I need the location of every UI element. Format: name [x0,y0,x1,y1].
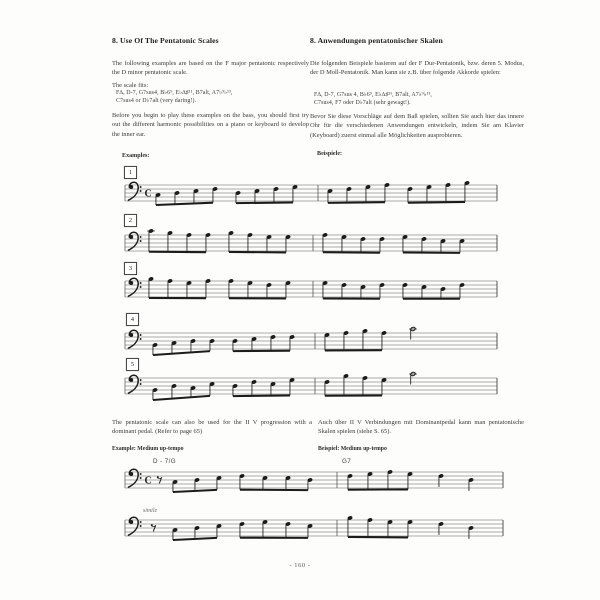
beam [156,203,213,205]
right-paragraph-1: Die folgenden Beispiele basieren auf der F Dur-Pentatonik, bzw. deren 5. Modus, der D Moll-Pentatonik. Man kann sie z.B. über folgende Akkorde spielen: [310,60,524,77]
beam [236,202,293,203]
right-chord-line-2: C7sus4, F7 oder D♭7alt (sehr gewagt!). [314,100,411,106]
left-paragraph-2: Before you begin to play these examples on the bass, you should first try out the different harmonic possibilities on a piano or keyboard to develop the inner ear. [112,112,309,138]
right-paragraph-2: Bevor Sie diese Vorschläge auf dem Baß spielen, sollten Sie auch hier das innere Ohr für die verschiedenen Anwendungen entwickeln, indem Sie am Klavier (Keyboard) zuerst einmal alle Möglichkeiten ausprobieren. [310,113,524,139]
staff-svg-2 [123,217,509,263]
right-lower-paragraph: Auch über II V Verbindungen mit Dominantpedal kann man pentatonische Skalen spielen (siehe S. 65). [318,419,524,436]
example-number-box-2: 2 [124,214,137,227]
right-chord-line-1: F∆, D-7, G7sus 4, B♭6⁹, E♭∆♯¹¹, B7alt, A7♭⁹♭¹³, [314,92,432,98]
page-number: - 160 - [289,562,311,569]
right-title: 8. Anwendungen pentatonischer Skalen [310,36,443,45]
beam [233,395,290,396]
simile-marking: simile [143,508,158,514]
left-lower-paragraph: The pentatonic scale can also be used for the II V progression with a dominant pedal. (Refer to page 65) [112,419,312,436]
staff-svg-7 [123,502,515,548]
left-paragraph-1: The following examples are based on the F major pentatonic respectively the D minor pentatonic scale. [112,60,309,77]
music-system-6 [123,454,515,500]
time-signature: C [144,188,152,200]
music-system-4 [123,315,515,361]
chord-symbol: G7 [342,458,352,465]
beam [328,202,385,203]
music-system-5 [123,360,515,406]
beispiele-label: Beispiele: [317,151,343,157]
beam [153,351,210,355]
staff-svg-1 [123,167,509,213]
example-number-box-1: 1 [124,166,137,179]
staff-svg-5 [123,360,509,406]
music-system-1 [123,167,515,213]
music-system-2 [123,217,515,263]
beam [173,538,217,540]
left-chord-line-2: C7sus4 or D♭7alt (very daring!). [116,98,197,104]
example-number-box-5: 5 [126,358,139,371]
staff-svg-4 [123,315,509,361]
left-tempo-label: Example: Medium up-tempo [112,446,184,452]
left-title: 8. Use Of The Pentatonic Scales [112,36,219,45]
time-signature: C [144,475,152,487]
chord-symbol: D - 7/G [153,458,177,465]
example-number-box-3: 3 [124,262,137,275]
staff-svg-3 [123,263,509,309]
example-number-box-4: 4 [126,313,139,326]
left-scale-fits-label: The scale fits: [112,82,149,89]
music-system-3 [123,263,515,309]
beam [408,202,465,203]
music-system-7 [123,502,515,548]
left-chord-line-1: F∆, D-7, G7sus4, B♭6⁹, E♭∆♯¹¹, B7alt, A7♭⁹♭¹³, [116,90,233,96]
right-tempo-label: Beispiel: Medium up-tempo [318,446,387,452]
beam [173,490,217,492]
examples-label: Examples: [122,153,150,159]
staff-svg-6 [123,454,515,500]
beam [153,396,210,400]
